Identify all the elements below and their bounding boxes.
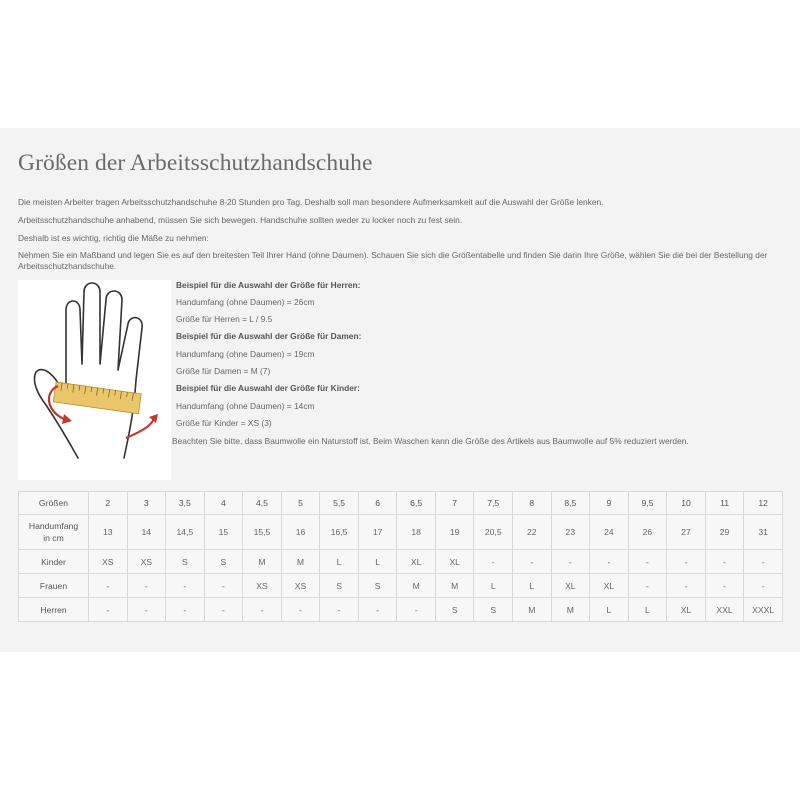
table-cell: - xyxy=(89,598,128,622)
table-header-size: 4 xyxy=(204,492,243,515)
table-cell: S xyxy=(358,574,397,598)
table-cell: - xyxy=(127,574,166,598)
table-cell: XS xyxy=(281,574,320,598)
table-cell: - xyxy=(474,550,513,574)
table-cell: L xyxy=(474,574,513,598)
table-cell: XL xyxy=(667,598,706,622)
table-row-label-text: Handumfang in cm xyxy=(28,521,79,543)
table-cell: S xyxy=(166,550,205,574)
table-row xyxy=(19,515,783,550)
table-cell: L xyxy=(590,598,629,622)
kids-example-heading: Beispiel für die Auswahl der Größe für Kinder: xyxy=(176,383,360,393)
women-example-size: Größe für Damen = M (7) xyxy=(176,366,271,376)
table-cell: 26 xyxy=(628,515,667,550)
table-cell: XS xyxy=(89,550,128,574)
table-cell: XS xyxy=(127,550,166,574)
table-cell: 22 xyxy=(513,515,552,550)
table-row xyxy=(19,574,783,598)
size-table xyxy=(18,491,783,622)
table-cell: - xyxy=(166,574,205,598)
table-header-size: 3,5 xyxy=(166,492,205,515)
table-cell: - xyxy=(397,598,436,622)
table-header-label: Größen xyxy=(19,492,89,515)
table-row-label: Herren xyxy=(19,598,89,622)
table-cell: 19 xyxy=(435,515,474,550)
table-cell: 27 xyxy=(667,515,706,550)
table-header-size: 5,5 xyxy=(320,492,359,515)
table-cell: - xyxy=(320,598,359,622)
cotton-note: Beachten Sie bitte, dass Baumwolle ein Naturstoff ist. Beim Waschen kann die Größe des Artikels aus Baumwolle auf 5% reduziert werden. xyxy=(172,436,689,446)
table-cell: XL xyxy=(551,574,590,598)
table-cell: M xyxy=(397,574,436,598)
table-cell: M xyxy=(435,574,474,598)
intro-paragraph-3: Deshalb ist es wichtig, richtig die Mäße zu nehmen: xyxy=(18,233,209,243)
table-cell: 13 xyxy=(89,515,128,550)
table-cell: 14 xyxy=(127,515,166,550)
page-title: Größen der Arbeitsschutzhandschuhe xyxy=(18,150,373,176)
table-cell: S xyxy=(435,598,474,622)
table-header-size: 2 xyxy=(89,492,128,515)
table-cell: L xyxy=(628,598,667,622)
table-cell: 16 xyxy=(281,515,320,550)
table-cell: - xyxy=(628,550,667,574)
table-cell: M xyxy=(243,550,282,574)
men-example-circumference: Handumfang (ohne Daumen) = 26cm xyxy=(176,297,315,307)
table-cell: XL xyxy=(397,550,436,574)
table-cell: 16,5 xyxy=(320,515,359,550)
table-row-label: Frauen xyxy=(19,574,89,598)
table-header-size: 7,5 xyxy=(474,492,513,515)
table-cell: L xyxy=(513,574,552,598)
table-cell: M xyxy=(513,598,552,622)
table-cell: - xyxy=(204,574,243,598)
kids-example-circumference: Handumfang (ohne Daumen) = 14cm xyxy=(176,401,315,411)
table-header-size: 12 xyxy=(744,492,783,515)
table-cell: S xyxy=(320,574,359,598)
table-cell: - xyxy=(513,550,552,574)
table-header-size: 6,5 xyxy=(397,492,436,515)
table-cell: XXXL xyxy=(744,598,783,622)
table-header-size: 4,5 xyxy=(243,492,282,515)
table-cell: - xyxy=(667,574,706,598)
men-example-heading: Beispiel für die Auswahl der Größe für Herren: xyxy=(176,280,361,290)
table-cell: 24 xyxy=(590,515,629,550)
table-header-size: 3 xyxy=(127,492,166,515)
hand-measure-illustration xyxy=(18,280,171,480)
table-cell: 18 xyxy=(397,515,436,550)
table-cell: XS xyxy=(243,574,282,598)
table-row-label: Kinder xyxy=(19,550,89,574)
table-cell: S xyxy=(204,550,243,574)
table-cell: - xyxy=(166,598,205,622)
table-header-size: 8 xyxy=(513,492,552,515)
table-cell: 31 xyxy=(744,515,783,550)
table-row xyxy=(19,598,783,622)
table-cell: S xyxy=(474,598,513,622)
table-cell: - xyxy=(551,550,590,574)
table-cell: - xyxy=(744,550,783,574)
kids-example-size: Größe für Kinder = XS (3) xyxy=(176,418,272,428)
table-header-size: 7 xyxy=(435,492,474,515)
table-cell: 20,5 xyxy=(474,515,513,550)
table-cell: XL xyxy=(435,550,474,574)
hand-icon xyxy=(18,280,171,480)
table-cell: - xyxy=(744,574,783,598)
table-row xyxy=(19,550,783,574)
table-cell: 17 xyxy=(358,515,397,550)
table-cell: 23 xyxy=(551,515,590,550)
table-header-row xyxy=(19,492,783,515)
table-cell: - xyxy=(281,598,320,622)
table-cell: M xyxy=(551,598,590,622)
table-cell: 15,5 xyxy=(243,515,282,550)
table-header-size: 10 xyxy=(667,492,706,515)
table-cell: - xyxy=(243,598,282,622)
table-header-size: 6 xyxy=(358,492,397,515)
table-cell: L xyxy=(320,550,359,574)
table-cell: - xyxy=(89,574,128,598)
table-cell: XL xyxy=(590,574,629,598)
table-header-size: 11 xyxy=(705,492,744,515)
table-cell: - xyxy=(705,574,744,598)
intro-paragraph-4: Nehmen Sie ein Maßband und legen Sie es auf den breitesten Teil Ihrer Hand (ohne Daumen). Schauen Sie sich die Größentabelle und finden Sie darin Ihre Größe, wählen Sie die bei der Bestellung der Arbeitsschutzhandschuhe. xyxy=(18,250,768,271)
table-header-size: 5 xyxy=(281,492,320,515)
table-cell: - xyxy=(127,598,166,622)
table-cell: M xyxy=(281,550,320,574)
table-cell: 14,5 xyxy=(166,515,205,550)
table-cell: - xyxy=(204,598,243,622)
table-cell: 15 xyxy=(204,515,243,550)
table-cell: XXL xyxy=(705,598,744,622)
women-example-circumference: Handumfang (ohne Daumen) = 19cm xyxy=(176,349,315,359)
table-cell: 29 xyxy=(705,515,744,550)
women-example-heading: Beispiel für die Auswahl der Größe für Damen: xyxy=(176,331,362,341)
table-cell: - xyxy=(667,550,706,574)
table-header-size: 9 xyxy=(590,492,629,515)
table-row-label xyxy=(19,515,89,550)
intro-paragraph-2: Arbeitsschutzhandschuhe anhabend, müssen Sie sich bewegen. Handschuhe sollten weder zu locker noch zu fest sein. xyxy=(18,215,463,225)
table-cell: - xyxy=(590,550,629,574)
table-header-size: 9,5 xyxy=(628,492,667,515)
table-header-size: 8,5 xyxy=(551,492,590,515)
table-cell: - xyxy=(705,550,744,574)
table-cell: - xyxy=(358,598,397,622)
table-cell: - xyxy=(628,574,667,598)
table-cell: L xyxy=(358,550,397,574)
men-example-size: Größe für Herren = L / 9.5 xyxy=(176,314,273,324)
intro-paragraph-1: Die meisten Arbeiter tragen Arbeitsschutzhandschuhe 8-20 Stunden pro Tag. Deshalb soll man besondere Aufmerksamkeit auf die Auswahl der Größe lenken. xyxy=(18,197,604,207)
